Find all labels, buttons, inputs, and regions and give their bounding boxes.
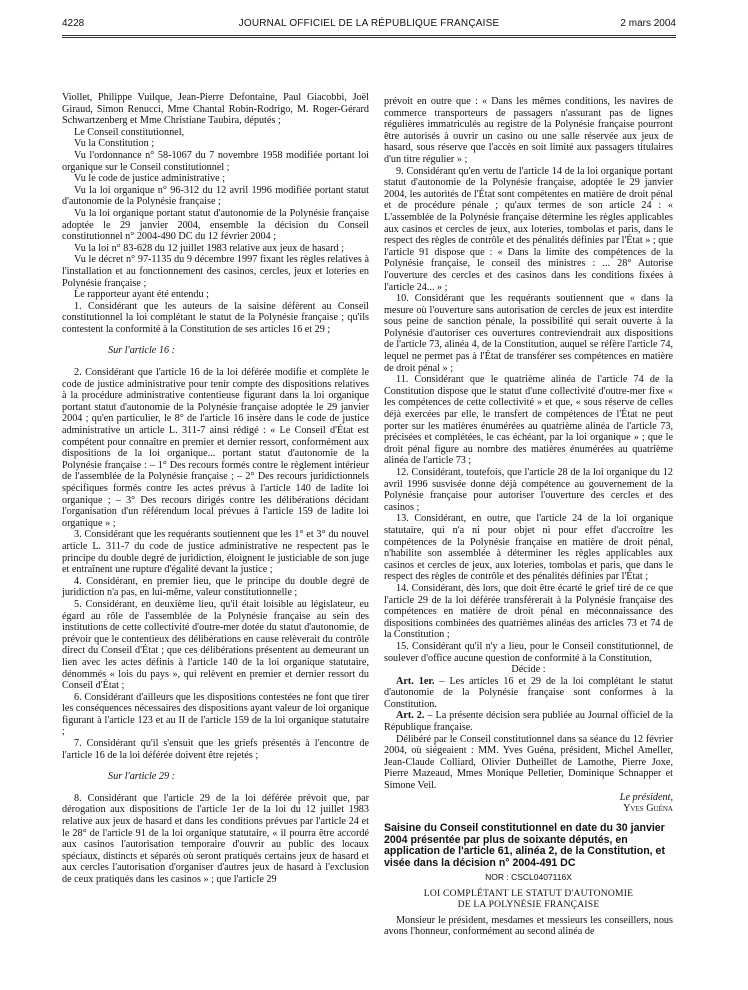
paragraph: 12. Considérant, toutefois, que l'article 28 de la loi organique du 12 avril 1996 susvisée donne déjà compétence au gouvernement de la Polynésie française pour autoriser l'ouverture des cercles et des casinos ; (384, 467, 673, 513)
paragraph: 4. Considérant, en premier lieu, que le principe du double degré de juridiction n'a pas, en lui-même, valeur constitutionnelle ; (62, 575, 369, 599)
paragraph: Vu l'ordonnance n° 58-1067 du 7 novembre 1958 modifiée portant loi organique sur le Conseil constitutionnel ; (62, 149, 369, 173)
article-label: Art. 2. (396, 710, 425, 722)
decision-continuation (384, 96, 673, 815)
paragraph: 11. Considérant que le quatrième alinéa de l'article 74 de la Constitution dispose que le statut d'une collectivité d'outre-mer fixe « les compétences de cette collectivité » et que, « sous réserve de celles déjà exercées par elle, le transfert de compétences de l'État ne peut porter sur les matières énumérées au quatrième alinéa de l'article 73, précisées et complétées, le cas échéant, par la loi organique » ; que le droit pénal figure au nombre des matières énumérées au quatrième alinéa de l'article 73 ; (384, 374, 673, 467)
signature-name: Yves Guéna (623, 803, 673, 815)
header-rule-double (62, 37, 676, 38)
paragraph: Vu le décret n° 97-1135 du 9 décembre 1997 fixant les règles relatives à l'installation et au fonctionnement des casinos, cercles, jeux et loteries en Polynésie française ; (62, 254, 369, 289)
paragraph: 9. Considérant qu'en vertu de l'article 14 de la loi organique portant statut d'autonomie de la Polynésie française, adoptée le 29 janvier 2004, les autorités de l'État sont compétentes en matière de droit pénal et de procédure pénale ; qu'aux termes de son article 24 : « L'assemblée de la Polynésie française détermine les règles applicables aux casinos et cercles de jeux, aux loteries, tombolas et paris, dans le respect des règles de contrôle et des pénalités définies par l'État » ; que l'article 91 dispose que : « Dans la limite des compétences de la Polynésie française, le conseil des ministres : ... 28° Autorise l'ouverture des cercles et des casinos dans les conditions fixées à l'article 24... » ; (384, 165, 673, 293)
paragraph: 8. Considérant que l'article 29 de la loi déférée prévoit que, par dérogation aux dispositions de l'article 1er de la loi du 12 juillet 1983 relative aux jeux de hasard et dans les conditions prévues par l'article 24 et le 28° de l'article 91 de la loi organique statutaire, « il pourra être accordé aux casinos l'autorisation temporaire d'ouvrir au public des locaux spéciaux, distincts et séparés où seront pratiqués certains jeux de hasard et aux cercles l'autorisation d'organiser d'autres jeux de hasard à l'exclusion de ceux pratiqués dans les casinos » ; que l'article 29 (62, 792, 369, 885)
paragraph: 3. Considérant que les requérants soutiennent que les 1° et 3° du nouvel article L. 311-7 du code de justice administrative ne respectent pas le principe du double degré de juridiction, éloignent le justiciable de son juge et entraînent une rupture d'égalité devant la justice ; (62, 529, 369, 576)
paragraph: Vu la Constitution ; (74, 138, 155, 150)
issue-date: 2 mars 2004 (620, 18, 676, 29)
header-rule (62, 35, 676, 36)
paragraph: 14. Considérant, dès lors, que doit être écarté le grief tiré de ce que l'article 29 de la loi déférée transférerait à la Polynésie française des compétences en matière de droit pénal en méconnaissance des dispositions combinées des quatrièmes alinéas des articles 73 et 74 de la Constitution ; (384, 582, 673, 641)
left-column (62, 92, 369, 886)
paragraph: 7. Considérant qu'il s'ensuit que les griefs présentés à l'encontre de l'article 16 de la loi déférée doivent être rejetés ; (62, 738, 369, 761)
page-header (62, 18, 676, 34)
paragraph: 6. Considérant d'ailleurs que les dispositions contestées ne font que tirer les conséquences nécessaires des dispositions ayant valeur de loi organique figurant à l'article 123 et au II de l'article 159 de la loi organique statutaire ; (62, 691, 369, 738)
article-label: Art. 1er. (396, 675, 435, 687)
paragraph: 15. Considérant qu'il n'y a lieu, pour le Conseil constitutionnel, de soulever d'office aucune question de conformité à la Constitution, (384, 640, 673, 664)
page-number: 4228 (62, 18, 85, 29)
paragraph: 1. Considérant que les auteurs de la saisine défèrent au Conseil constitutionnel la loi complétant le statut de la Polynésie française ; qu'ils contestent la conformité à la Constitution de ses articles 16 et 29 ; (62, 300, 369, 335)
paragraph: Le rapporteur ayant été entendu ; (74, 289, 209, 301)
signature-title: Le président, (619, 791, 673, 803)
saisine-opening: Monsieur le président, mesdames et messieurs les conseillers, nous avons l'honneur, conformément au second alinéa de (384, 914, 673, 938)
paragraph: Le Conseil constitutionnel, (74, 126, 185, 138)
law-title-line-2: DE LA POLYNÉSIE FRANÇAISE (457, 899, 600, 911)
right-column (384, 96, 673, 938)
article-text: – Les articles 16 et 29 de la loi complétant le statut d'autonomie de la Polynésie française sont conformes à la Constitution. (384, 675, 673, 710)
article-text: – La présente décision sera publiée au Journal officiel de la République française. (384, 710, 673, 734)
law-title-line-1: LOI COMPLÉTANT LE STATUT D'AUTONOMIE (423, 887, 634, 899)
section-subheading: Sur l'article 29 : (108, 771, 175, 783)
section-subheading: Sur l'article 16 : (108, 345, 175, 357)
paragraph: Vu la loi organique portant statut d'autonomie de la Polynésie française adoptée le 29 janvier 2004, ensemble la décision du Conseil constitutionnel n° 2004-490 DC du 12 février 2004 ; (62, 207, 369, 243)
paragraph: prévoit en outre que : « Dans les mêmes conditions, les navires de commerce transporteurs de passagers n'assurant pas de lignes régulières immatriculés au registre de la Polynésie française pourront être autorisés à ouvrir un casino ou une salle réservée aux jeux de hasard, sous réserve que l'accès en soit limité aux passagers titulaires d'un titre régulier » ; (384, 96, 673, 165)
paragraph: 10. Considérant que les requérants soutiennent que « dans la mesure où l'ouverture sans autorisation de cercles de jeux est interdite sous peine de sanction pénale, la possibilité qui serait ouverte à la Polynésie d'autoriser ces ouvertures contreviendrait aux dispositions de l'article 73, alinéa 4, de la Constitution, auquel se réfère l'article 74, lequel ne permet pas à l'État de transférer ses compétences en matière de droit pénal » ; (384, 293, 673, 374)
paragraph: Vu le code de justice administrative ; (74, 173, 226, 185)
paragraph: Vu la loi organique n° 96-312 du 12 avril 1996 modifiée portant statut d'autonomie de la Polynésie française ; (62, 184, 369, 208)
article-decision (384, 676, 673, 711)
decide-line: Décide : (511, 664, 546, 676)
paragraph: Viollet, Philippe Vuilque, Jean-Pierre Defontaine, Paul Giacobbi, Joël Giraud, Simon Renucci, Mme Chantal Robin-Rodrigo, M. Roger-Gérard Schwartzenberg et Mme Christiane Taubira, députés ; (62, 92, 369, 127)
nor-reference: NOR : CSCL0407116X (485, 872, 572, 882)
paragraph: 5. Considérant, en deuxième lieu, qu'il était loisible au législateur, eu égard au rôle de l'assemblée de la Polynésie française au sein des institutions de cette collectivité d'outre-mer dotée du statut d'autonomie, de prévoir que le contentieux des délibérations en cause relèverait du contrôle direct du Conseil d'État ; que ces délibérations présentent au demeurant un lien avec les actes définis à l'article 140 de la loi organique statutaire, dénommés « lois du pays », qui relèvent en premier et dernier ressort du Conseil d'État ; (62, 598, 369, 692)
journal-title: JOURNAL OFFICIEL DE LA RÉPUBLIQUE FRANÇAISE (238, 18, 500, 29)
paragraph: Vu la loi n° 83-628 du 12 juillet 1983 relative aux jeux de hasard ; (74, 242, 344, 254)
article-decision (384, 710, 673, 733)
paragraph: Délibéré par le Conseil constitutionnel dans sa séance du 12 février 2004, où siégeaient : MM. Yves Guéna, président, Michel Ameller, Jean-Claude Colliard, Olivier Dutheillet de Lamothe, Pierre Joxe, Pierre Mazeaud, Mmes Monique Pelletier, Dominique Schnapper et Simone Veil. (384, 733, 673, 792)
paragraph: 13. Considérant, en outre, que l'article 24 de la loi organique statutaire, qui n'a ni pour objet ni pour effet d'accroître les compétences de la Polynésie française en matière de droit pénal, n'habilite son assemblée à déterminer les règles applicables aux casinos et cercles de jeux, aux loteries, tombolas et paris, que dans le respect des règles de contrôle et des pénalités définies par l'État ; (384, 513, 673, 583)
paragraph: 2. Considérant que l'article 16 de la loi déférée modifie et complète le code de justice administrative pour tenir compte des dispositions relatives à la procédure administrative contentieuse figurant dans la loi organique portant statut d'autonomie de la Polynésie française adoptée le 29 janvier 2004 ; qu'en particulier, le 8° de l'article 16 insère dans le code de justice administrative un article L. 311-7 ainsi rédigé : « Le Conseil d'État est compétent pour connaître en premier et dernier ressort, conformément aux dispositions de la loi organique... portant statut d'autonomie de la Polynésie française : – 1° Des recours formés contre le règlement intérieur de l'assemblée de la Polynésie française ; – 2° Des recours juridictionnels spécifiques formés contre les actes prévus à l'article 140 de ladite loi organique ; – 3° Des recours dirigés contre les délibérations décidant l'organisation d'un référendum local prévues à l'article 159 de ladite loi organique » ; (62, 367, 369, 529)
saisine-heading: Saisine du Conseil constitutionnel en date du 30 janvier 2004 présentée par plus de soixante députés, en application de l'article 61, alinéa 2, de la Constitution, et visée dans la décision n° 2004-491 DC (384, 821, 665, 870)
